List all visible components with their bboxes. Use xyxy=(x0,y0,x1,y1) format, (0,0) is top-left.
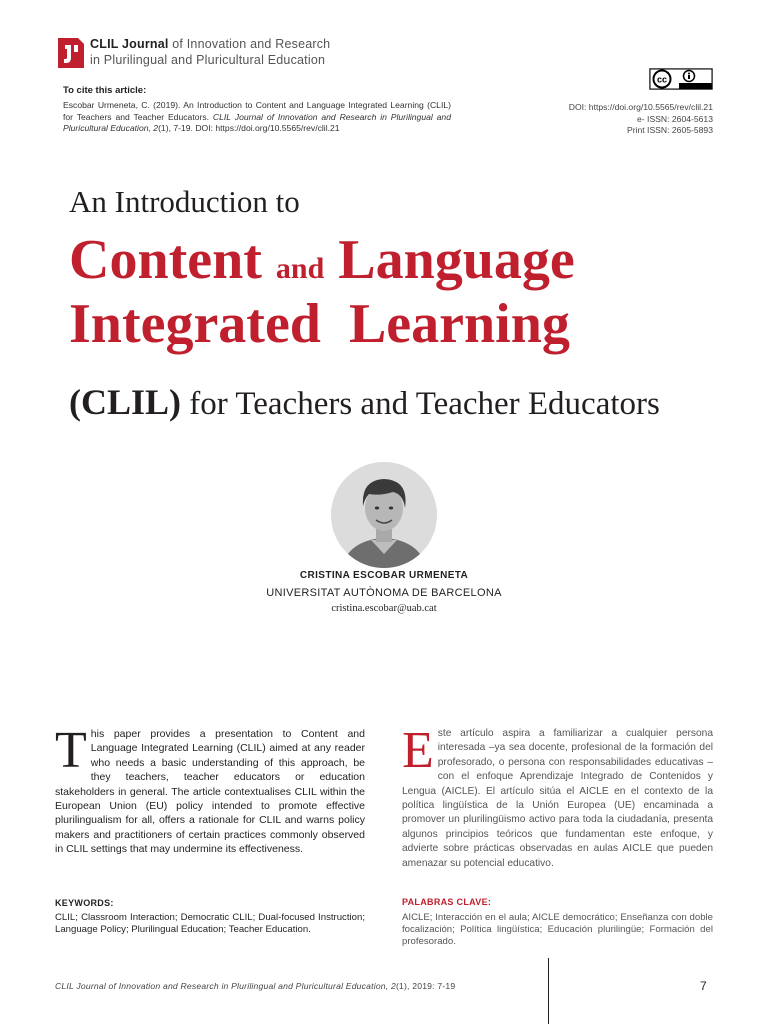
title-content: Content xyxy=(69,229,276,291)
title-clil: (CLIL) xyxy=(69,382,182,422)
author-portrait-image xyxy=(331,462,437,568)
keywords-heading: KEYWORDS: xyxy=(55,898,114,908)
abstract-spanish xyxy=(402,722,713,871)
cite-heading: To cite this article: xyxy=(63,85,147,96)
journal-name xyxy=(90,36,330,68)
print-issn: Print ISSN: 2605-5893 xyxy=(627,125,713,136)
abstract-english xyxy=(55,722,365,857)
footer-divider xyxy=(548,958,549,1024)
citation-end: (1), 7-19. DOI: https://doi.org/10.5565/rev/clil.21 xyxy=(158,123,340,134)
citation-text xyxy=(63,100,451,135)
author-photo xyxy=(331,462,437,568)
title-subtitle: for Teachers and Teacher Educators xyxy=(181,386,660,422)
identifiers xyxy=(470,102,713,137)
title-line2 xyxy=(69,292,570,356)
author-affiliation: UNIVERSITAT AUTÒNOMA DE BARCELONA xyxy=(266,587,502,599)
journal-name-rest: of Innovation and Research xyxy=(168,37,331,51)
abstract-es-dropcap: E xyxy=(402,722,434,779)
title-language: Language xyxy=(324,229,575,291)
title-line1 xyxy=(69,228,575,292)
citation-journal: CLIL Journal of Innovation and Research in Plurilingual and Pluricultural Education, 2 xyxy=(63,111,451,134)
author-name: CRISTINA ESCOBAR URMENETA xyxy=(299,570,469,581)
title-and: and xyxy=(275,252,325,285)
abstract-en-text: his paper provides a presentation to Content and Language Integrated Learning (CLIL) aimed at any reader who needs a basic understanding of this approach, be they teachers, teacher educators or education stakeholders in general. The article contextualises CLIL within the European Union (EU) policy intended to promote effective plurilingualism for all, offers a rationale for CLIL and warns policy makers and practitioners of certain practices commonly observed in CLIL settings that may undermine its effectiveness. xyxy=(55,728,365,856)
palabras-clave-heading: PALABRAS CLAVE: xyxy=(402,897,492,907)
footer-journal xyxy=(55,981,455,991)
title-integrated-learning: Integrated Learning xyxy=(69,293,570,355)
title-intro: An Introduction to xyxy=(69,184,300,219)
journal-logo-icon xyxy=(56,36,86,70)
citation-plain: Escobar Urmeneta, C. (2019). An Introduction to Content and Language Integrated Learning (CLIL) for Teachers and Teacher Educators. xyxy=(63,100,451,122)
creative-commons-by-icon[interactable] xyxy=(649,68,713,90)
footer-journal-name: CLIL Journal of Innovation and Research in Plurilingual and Pluricultural Education, 2 xyxy=(55,981,396,991)
abstract-en-dropcap: T xyxy=(55,722,87,779)
title-line3 xyxy=(69,381,660,423)
footer-issue: (1), 2019: 7-19 xyxy=(395,981,456,991)
author-email[interactable]: cristina.escobar@uab.cat xyxy=(331,603,437,614)
page-number: 7 xyxy=(700,979,707,993)
e-issn: e- ISSN: 2604-5613 xyxy=(637,113,713,124)
journal-name-bold: CLIL Journal xyxy=(90,37,169,51)
abstract-es-text: ste artículo aspira a familiarizar a cualquier persona interesada –ya sea docente, profesional de la formación del profesorado, o persona con responsabilidades educativas –con el enfoque Aprendizaje Integrado de Contenidos y Lengua (AICLE). El artículo sitúa el AICLE en el contexto de la política lingüística de la Unión Europea (UE) encaminada a promover un plurilingüismo activo para toda la ciudadanía, presenta algunos principios teóricos que fundamentan este enfoque, y advierte sobre prácticas observadas en aulas AICLE que pueden amenazar su potencial educativo. xyxy=(402,728,713,869)
palabras-clave-text: AICLE; Interacción en el aula; AICLE democrático; Enseñanza con doble focalización; Política lingüística; Educación plurilingüe; Formación del profesorado. xyxy=(402,912,713,947)
svg-text:cc: cc xyxy=(656,74,668,85)
journal-name-line2: in Plurilingual and Pluricultural Education xyxy=(90,53,326,67)
keywords-text: CLIL; Classroom Interaction; Democratic CLIL; Dual-focused Instruction; Language Policy; Plurilingual Education; Teacher Education. xyxy=(55,912,365,935)
doi-link[interactable]: DOI: https://doi.org/10.5565/rev/clil.21 xyxy=(568,102,713,112)
